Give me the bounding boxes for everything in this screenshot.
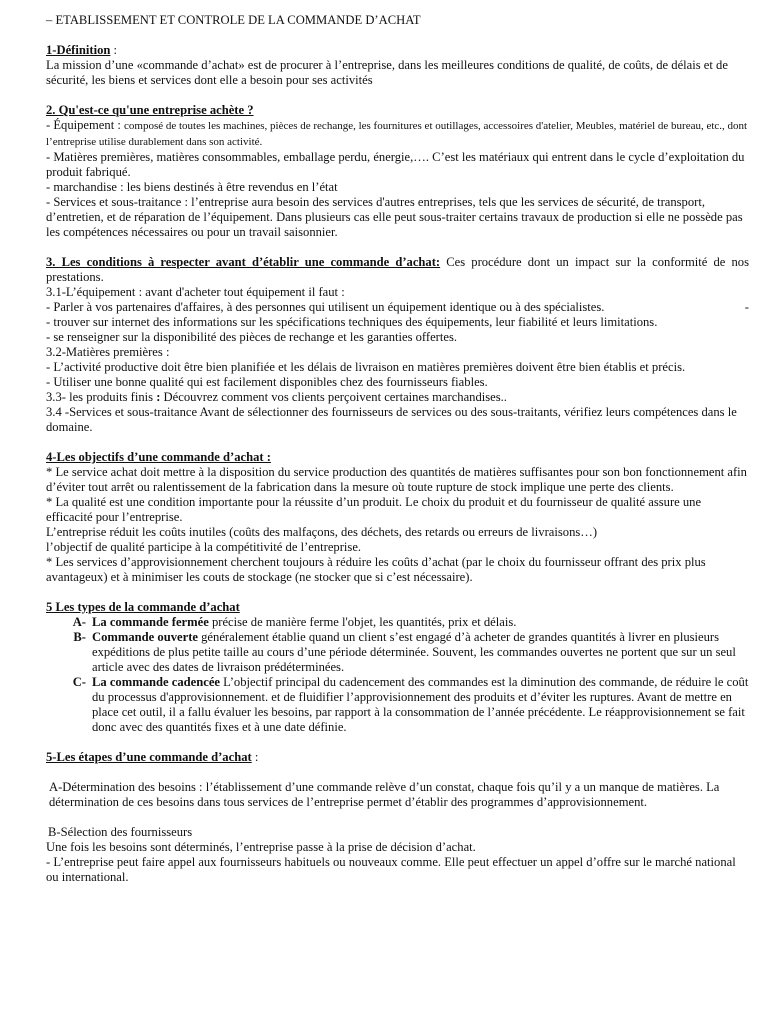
section-5-title: 5 Les types de la commande d’achat xyxy=(46,600,240,614)
section-2-title: 2. Qu'est-ce qu'une entreprise achète ? xyxy=(46,103,254,117)
section-3-3 xyxy=(46,390,749,405)
section-6-heading xyxy=(46,750,749,765)
etape-b-title: B-Sélection des fournisseurs xyxy=(48,825,193,839)
section-4-p1: * Le service achat doit mettre à la disposition du service production des quantités de matières suffisantes pour son bon fonctionnement afin d’éviter tout arrêt ou ralentissement de la fabrication dans la mesure où toute rupture de stock implique une perte des clients. xyxy=(46,465,747,494)
section-3-4: 3.4 -Services et sous-traitance Avant de sélectionner des fournisseurs de services ou des sous-traitants, vérifiez leurs compétences dans le domaine. xyxy=(46,405,737,434)
section-4-heading xyxy=(46,450,749,465)
section-3-1: 3.1-L’équipement : avant d'acheter tout équipement il faut : xyxy=(46,285,345,299)
type-text: L’objectif principal du cadencement des commandes est la diminution des commande, de réduire le coût du processus d'approvisionnement. et de fluidifier l’approvisionnement des produits et d’éviter les ruptures. Avant de mettre en place cet outil, il a fallu évaluer les besoins, par rapport à la consommation de l’année précédente. Le réapprovisionnement se fait donc avec des quantités fixes et à une date définie. xyxy=(92,675,749,734)
section-2-marchandise: - marchandise : les biens destinés à être revendus en l’état xyxy=(46,180,338,194)
section-4-p4: l’objectif de qualité participe à la compétitivité de l’entreprise. xyxy=(46,540,362,554)
section-4-p5: * Les services d’approvisionnement cherchent toujours à réduire les coûts d’achat (par le choix du fournisseur offrant des prix plus avantageux) et à minimiser les couts de stockage (ne stocker que si c’est nécessaire). xyxy=(46,555,706,584)
type-item-a xyxy=(46,615,749,630)
section-2-matieres: - Matières premières, matières consommables, emballage perdu, énergie,…. C’est les matériaux qui entrent dans le cycle d’exploitation du produit fabriqué. xyxy=(46,150,745,179)
section-1-text: La mission d’une «commande d’achat» est de procurer à l’entreprise, dans les meilleures conditions de qualité, de coûts, de délais et de sécurité, les biens et services dont elle a besoin pour ses activités xyxy=(46,58,728,87)
etape-b-2: - L’entreprise peut faire appel aux fournisseurs habituels ou nouveaux comme. Elle peut effectuer un appel d’offre sur le marché national ou international. xyxy=(46,855,736,884)
section-3-3-lead: 3.3- les produits finis xyxy=(46,390,157,404)
section-3-2b: - Utiliser une bonne qualité qui est facilement disponibles chez des fournisseurs fiables. xyxy=(46,375,488,389)
type-term: La commande fermée xyxy=(92,615,209,629)
types-list xyxy=(46,615,749,735)
section-3-3-text: Découvrez comment vos clients perçoivent certaines marchandises.. xyxy=(160,390,507,404)
type-letter: A- xyxy=(72,615,86,629)
etape-a: A-Détermination des besoins : l’établissement d’une commande relève d’un constat, chaque fois qu’il y a un manque de matières. La détermination de ces besoins dans tous services de l’entreprise permet d’établir des programmes d’approvisionnement. xyxy=(49,780,720,809)
section-5-heading xyxy=(46,600,749,615)
type-text: généralement établie quand un client s’est engagé d’à acheter de grandes quantités à livrer en plusieurs expéditions de plus petite taille au cours d’une période déterminée. Souvent, les commandes ouvertes ne portent que sur un seul article avec des dates de livraison prédéterminées. xyxy=(92,630,736,674)
section-3-1a xyxy=(46,300,749,315)
section-3-3-colon: : xyxy=(156,390,161,404)
section-3-2a: - L’activité productive doit être bien planifiée et les délais de livraison en matières premières doivent être bien établis et précis. xyxy=(46,360,686,374)
section-6-colon: : xyxy=(251,750,259,764)
section-6-title: 5-Les étapes d’une commande d’achat xyxy=(46,750,252,764)
section-3-1c: - se renseigner sur la disponibilité des pièces de rechange et les garanties offertes. xyxy=(46,330,458,344)
equipement-detail: composé de toutes les machines, pièces de rechange, les fournitures et outillages, accessoires d'atelier, Meubles, matériel de bureau, etc., dont l’entreprise utilise durablement dans son activité. xyxy=(46,120,748,148)
section-3-1a-dash: - xyxy=(744,300,749,314)
type-text: précise de manière ferme l'objet, les quantités, prix et délais. xyxy=(208,615,517,629)
type-term: La commande cadencée xyxy=(92,675,221,689)
section-3-intro: Ces procédure dont un impact sur la conformité de nos prestations. xyxy=(46,255,749,284)
etape-b-1: Une fois les besoins sont déterminés, l’entreprise passe à la prise de décision d’achat. xyxy=(46,840,476,854)
section-4-title: 4-Les objectifs d’une commande d’achat : xyxy=(46,450,271,464)
type-term: Commande ouverte xyxy=(92,630,198,644)
section-3-heading xyxy=(46,255,749,285)
section-1-colon: : xyxy=(110,43,118,57)
section-3-title: 3. Les conditions à respecter avant d’établir une commande d’achat: xyxy=(46,255,441,269)
section-4-p2: * La qualité est une condition importante pour la réussite d’un produit. Le choix du produit et du fournisseur de qualité assure une efficacité pour l’entreprise. xyxy=(46,495,702,524)
section-3-1b: - trouver sur internet des informations sur les spécifications techniques des équipements, leur fiabilité et leurs limitations. xyxy=(46,315,658,329)
section-4-p3: L’entreprise réduit les coûts inutiles (coûts des malfaçons, des déchets, des retards ou erreurs de livraisons…) xyxy=(46,525,598,539)
section-2-equipement xyxy=(46,118,749,150)
document-title: – ETABLISSEMENT ET CONTROLE DE LA COMMANDE D’ACHAT xyxy=(46,13,421,27)
section-2-heading xyxy=(46,103,749,118)
type-item-b xyxy=(46,630,749,675)
section-3-1a-text: - Parler à vos partenaires d'affaires, à des personnes qui utilisent un équipement identique ou à des spécialistes. xyxy=(46,300,605,314)
section-1-heading xyxy=(46,43,749,58)
type-letter: B- xyxy=(73,630,86,644)
equipement-lead: - Équipement : xyxy=(46,118,124,132)
section-1-title: 1-Définition xyxy=(46,43,111,57)
section-2-services: - Services et sous-traitance : l’entreprise aura besoin des services d'autres entreprises, tels que les services de sécurité, de transport, d’entretien, et de réparation de l’équipement. Dans plusieurs cas elle peut sous-traiter certains travaux de production si elle ne possède pas les compétences nécessaires ou pour un travail saisonnier. xyxy=(46,195,743,239)
section-3-2: 3.2-Matières premières : xyxy=(46,345,170,359)
type-item-c xyxy=(46,675,749,735)
type-letter: C- xyxy=(72,675,86,689)
